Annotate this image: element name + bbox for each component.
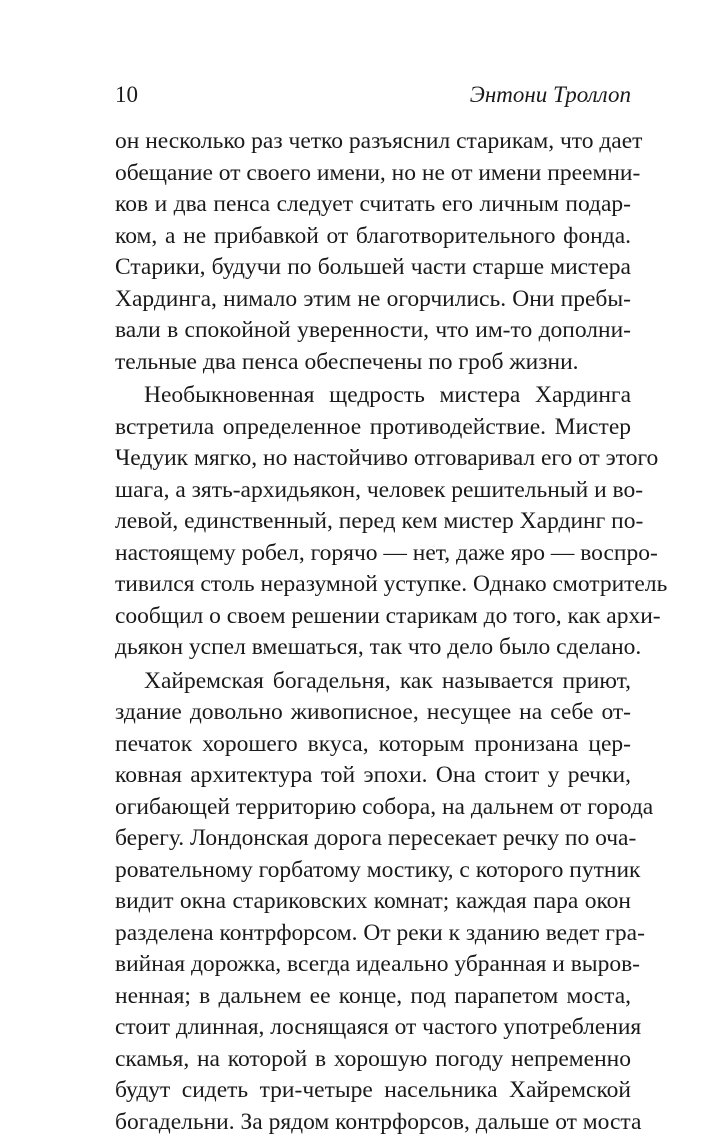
text-line: огибающей территорию собора, на дальнем от города <box>115 792 631 824</box>
text-line: ком, а не прибавкой от благотворительного фонда. <box>115 221 631 253</box>
text-line: видит окна стариковских комнат; каждая пара окон <box>115 886 631 918</box>
text-line: настоящему робел, горячо — нет, даже яро — воспро- <box>115 538 631 570</box>
paragraph-first-line: Хайремская богадельня, как называется приют, <box>115 666 631 698</box>
text-line: левой, единственный, перед кем мистер Хардинг по- <box>115 506 631 538</box>
text-line: богадельни. За рядом контрфорсов, дальше от моста <box>115 1107 631 1138</box>
running-title: Энтони Троллоп <box>470 80 631 110</box>
text-line: разделена контрфорсом. От реки к зданию ведет гра- <box>115 918 631 950</box>
text-line: печаток хорошего вкуса, которым пронизана цер- <box>115 729 631 761</box>
text-line: ковная архитектура той эпохи. Она стоит у речки, <box>115 760 631 792</box>
text-line: вали в спокойной уверенности, что им-то дополни- <box>115 315 631 347</box>
paragraph-first-line: Необыкновенная щедрость мистера Хардинга <box>115 380 631 412</box>
text-line: будут сидеть три-четыре насельника Хайремской <box>115 1075 631 1107</box>
text-line: Чедуик мягко, но настойчиво отговаривал его от этого <box>115 443 631 475</box>
text-line: сообщил о своем решении старикам до того, как архи- <box>115 601 631 633</box>
page-header <box>115 80 631 112</box>
text-line: Хардинга, нимало этим не огорчились. Они пребы- <box>115 284 631 316</box>
text-line: вийная дорожка, всегда идеально убранная и выров- <box>115 949 631 981</box>
text-line: скамья, на которой в хорошую погоду непременно <box>115 1044 631 1076</box>
page-number: 10 <box>115 80 138 110</box>
text-line: ровательному горбатому мостику, с которого путник <box>115 855 631 887</box>
text-line: тельные два пенса обеспечены по гроб жизни. <box>115 347 631 379</box>
text-line: ненная; в дальнем ее конце, под парапетом моста, <box>115 981 631 1013</box>
text-line: Старики, будучи по большей части старше мистера <box>115 252 631 284</box>
text-line: обещание от своего имени, но не от имени преемни- <box>115 158 631 190</box>
text-line: здание довольно живописное, несущее на себе от- <box>115 697 631 729</box>
text-line: он несколько раз четко разъяснил старикам, что дает <box>115 126 631 158</box>
text-line: берегу. Лондонская дорога пересекает речку по оча- <box>115 823 631 855</box>
text-line: ков и два пенса следует считать его личным подар- <box>115 189 631 221</box>
text-line: тивился столь неразумной уступке. Однако смотритель <box>115 569 631 601</box>
text-line: шага, а зять-архидьякон, человек решительный и во- <box>115 475 631 507</box>
text-line: дьякон успел вмешаться, так что дело было сделано. <box>115 632 631 664</box>
text-line: встретила определенное противодействие. Мистер <box>115 412 631 444</box>
text-line: стоит длинная, лоснящаяся от частого употребления <box>115 1012 631 1044</box>
body-text <box>115 126 631 1138</box>
